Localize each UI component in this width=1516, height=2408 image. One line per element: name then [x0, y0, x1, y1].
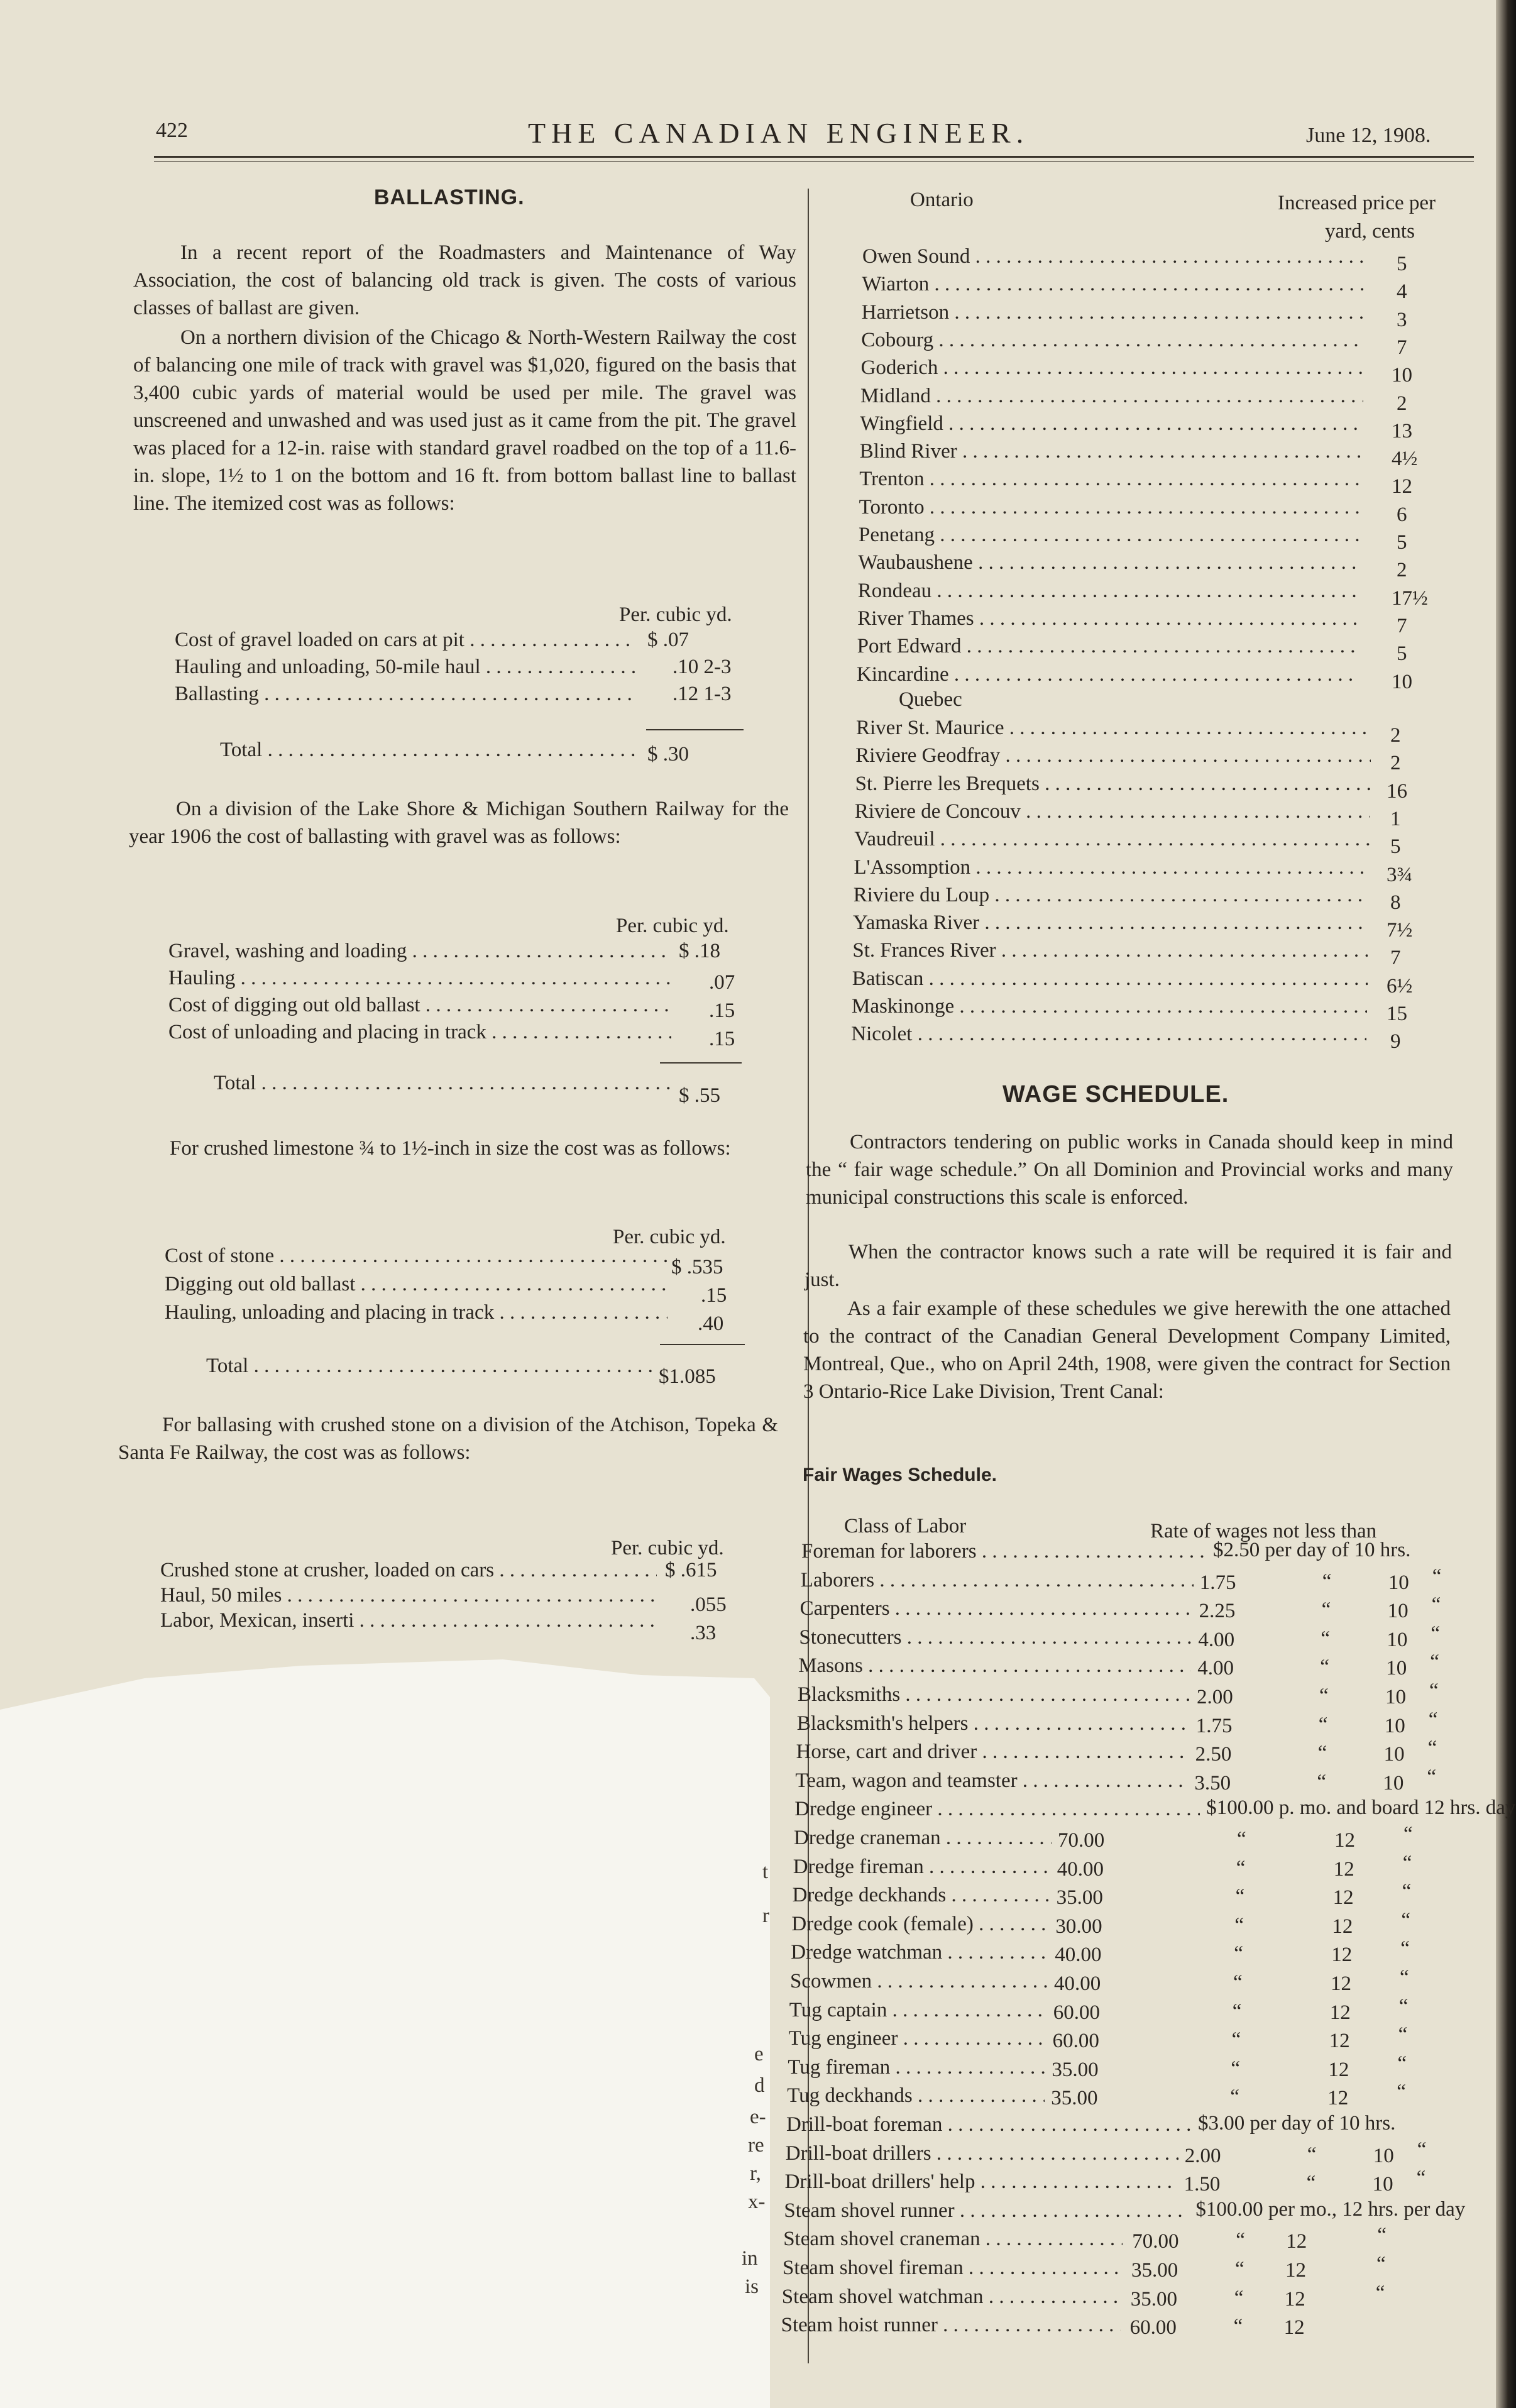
wage-row-rate: 2.00 — [1184, 2144, 1221, 2167]
wage-row-ditto: “ — [1318, 1713, 1328, 1736]
wage-row-label: Dredge craneman . . . — [794, 1827, 1052, 1850]
wage-row-ditto: “ — [1236, 2229, 1245, 2252]
wage-row-ditto: “ — [1429, 1680, 1439, 1702]
wage-row-label: Drill-boat foreman . . . — [786, 2113, 1192, 2136]
price-row-value: 3 — [1397, 308, 1407, 331]
wage-row-hours: 10 — [1386, 1657, 1407, 1680]
wage-row-ditto: “ — [1431, 1593, 1441, 1617]
table3-unit-header: Per. cubic yd. — [613, 1226, 726, 1248]
price-row-value: 1 — [1390, 807, 1401, 830]
wage-row-hours: 12 — [1332, 1886, 1354, 1910]
table-row-label: Cost of digging out old ballast . . . — [168, 994, 671, 1017]
table-row-value: .40 — [698, 1312, 724, 1335]
wage-row-rate: 35.00 — [1052, 2058, 1099, 2081]
price-row-value: 2 — [1390, 724, 1401, 747]
wage-row-label: Blacksmiths . . . — [798, 1683, 1190, 1707]
price-row-value: 2 — [1390, 752, 1401, 775]
price-row-place: Yamaska River . . . — [853, 911, 1368, 935]
wage-row-label: Laborers . . . — [801, 1569, 1194, 1592]
journal-title: THE CANADIAN ENGINEER. — [528, 117, 1030, 149]
wage-row-rate: 2.25 — [1199, 1600, 1236, 1623]
table-row-value: .15 — [709, 1028, 735, 1050]
price-row-value: 17½ — [1392, 586, 1428, 610]
price-row-place: River St. Maurice . . . — [856, 717, 1371, 740]
wage-row-rate: $3.00 per day of 10 hrs. — [1198, 2112, 1396, 2135]
wage-row-ditto: “ — [1230, 2086, 1239, 2109]
table4-unit-header: Per. cubic yd. — [611, 1537, 724, 1559]
price-row-place: Vaudreuil . . . — [854, 828, 1370, 851]
table1-unit-header: Per. cubic yd. — [619, 603, 732, 626]
wage-row-ditto: “ — [1432, 1564, 1442, 1588]
wage-row-label: Drill-boat drillers . . . — [786, 2142, 1178, 2165]
wage-row-ditto: “ — [1234, 2286, 1244, 2309]
wage-row-rate: 1.75 — [1195, 1714, 1233, 1737]
table-row-value: .12 1-3 — [673, 683, 732, 705]
price-row-value: 5 — [1397, 253, 1407, 275]
price-col-right-header-2: yard, cents — [1325, 220, 1415, 243]
table-row-label: Labor, Mexican, inserti . . . — [160, 1609, 657, 1632]
table-row-value: $ .535 — [671, 1256, 723, 1278]
wage-row-hours: 12 — [1283, 2316, 1305, 2339]
table-row-label: Cost of unloading and placing in track . . . — [168, 1021, 671, 1044]
price-row-value: 6½ — [1387, 974, 1413, 998]
wage-row-ditto: “ — [1398, 1994, 1409, 2018]
header-rule — [154, 156, 1474, 158]
table-row-value: .15 — [709, 999, 735, 1022]
wage-row-rate: 3.50 — [1194, 1771, 1231, 1795]
wage-row-ditto: “ — [1397, 2081, 1406, 2104]
price-row-value: 2 — [1397, 559, 1407, 582]
wage-row-label: Dredge engineer . . . — [794, 1798, 1200, 1821]
wage-row-ditto: “ — [1317, 1770, 1327, 1793]
wage-row-hours: 10 — [1385, 1686, 1406, 1708]
ballasting-title: BALLASTING. — [374, 185, 525, 209]
table-row-label: Hauling, unloading and placing in track . . . — [165, 1301, 667, 1324]
wage-row-label: Steam shovel craneman . . . — [783, 2228, 1123, 2251]
margin-fragment: e — [754, 2043, 764, 2065]
table-row-value: $ .18 — [679, 940, 720, 962]
table-row-value: .33 — [690, 1622, 717, 1644]
wage-row-rate: 4.00 — [1197, 1657, 1234, 1680]
table-row-label: Gravel, washing and loading . . . — [168, 940, 671, 963]
wage-row-ditto: “ — [1400, 1937, 1410, 1960]
wage-row-ditto: “ — [1234, 1942, 1243, 1965]
wage-row-rate: $2.50 per day of 10 hrs. — [1213, 1539, 1411, 1561]
wage-row-rate: 1.75 — [1199, 1571, 1236, 1594]
table-row-value: .10 2-3 — [673, 656, 732, 678]
wage-row-rate: 70.00 — [1132, 2230, 1179, 2253]
price-row-place: River Thames . . . — [857, 607, 1360, 630]
header-rule-thin — [154, 161, 1474, 162]
wage-para-1: Contractors tendering on public works in Canada should keep in mind the “ fair wage schedule.” On all Dominion and Provincial works and many municipal constructions this scale is enforced. — [806, 1131, 1453, 1209]
wage-row-hours: 12 — [1285, 2259, 1306, 2282]
wage-row-rate: 2.50 — [1195, 1743, 1232, 1766]
price-row-value: 5 — [1397, 531, 1407, 554]
margin-fragment: r, — [750, 2162, 761, 2185]
price-row-value: 6 — [1397, 503, 1407, 526]
wage-row-ditto: “ — [1306, 2172, 1316, 2195]
wage-row-ditto: “ — [1427, 1765, 1437, 1788]
wage-row-label: Steam shovel watchman . . . — [782, 2285, 1121, 2309]
wage-row-ditto: “ — [1427, 1737, 1437, 1760]
ballasting-para-5: For ballasing with crushed stone on a division of the Atchison, Topeka & Santa Fe Railway, the cost was as follows: — [118, 1414, 778, 1464]
wage-row-hours: 10 — [1384, 1714, 1405, 1737]
wage-row-ditto: “ — [1236, 1856, 1246, 1879]
wage-row-rate: 1.50 — [1184, 2173, 1221, 2196]
wage-row-label: Drill-boat drillers' help . . . — [785, 2170, 1178, 2194]
price-row-place: Rondeau . . . — [858, 580, 1361, 603]
class-of-labor-header: Class of Labor — [844, 1515, 967, 1537]
price-row-value: 15 — [1387, 1003, 1407, 1025]
wage-row-rate: 2.00 — [1197, 1686, 1233, 1708]
table-row-label: Cost of stone . . . — [165, 1245, 667, 1268]
wage-row-hours: 10 — [1373, 2144, 1394, 2167]
price-row-value: 5 — [1390, 835, 1401, 859]
price-row-place: Wingfield . . . — [860, 412, 1363, 436]
table-row-value: .07 — [709, 971, 735, 994]
table-total-label: Total . . . — [220, 739, 637, 762]
ballasting-para-4: For crushed limestone ¾ to 1½-inch in size the cost was as follows: — [170, 1137, 731, 1160]
table-total-value: $ .30 — [647, 743, 689, 766]
margin-fragment: re — [748, 2134, 764, 2157]
wage-row-ditto: “ — [1401, 1908, 1411, 1932]
wage-row-hours: 10 — [1387, 1628, 1408, 1651]
table-total-value: $ .55 — [679, 1084, 720, 1107]
wage-row-ditto: “ — [1402, 1851, 1412, 1874]
wage-row-label: Dredge watchman . . . — [791, 1941, 1048, 1964]
table-row-value: .055 — [690, 1593, 727, 1616]
wage-row-hours: 10 — [1383, 1743, 1405, 1766]
margin-fragment: e- — [750, 2106, 766, 2128]
price-row-place: St. Frances River . . . — [852, 939, 1368, 962]
price-row-value: 16 — [1387, 779, 1407, 803]
wage-row-rate: $100.00 per mo., 12 hrs. per day — [1195, 2197, 1466, 2221]
price-row-value: 7 — [1397, 336, 1407, 359]
wage-row-rate: 30.00 — [1055, 1915, 1102, 1938]
table-row-label: Hauling and unloading, 50-mile haul . . . — [175, 656, 637, 679]
wage-row-label: Dredge deckhands . . . — [793, 1884, 1050, 1907]
price-row-value: 2 — [1397, 392, 1407, 415]
price-row-place: Penetang . . . — [859, 524, 1361, 547]
wage-row-label: Blacksmith's helpers . . . — [797, 1712, 1190, 1735]
wage-row-ditto: “ — [1376, 2253, 1386, 2275]
price-row-value: 13 — [1392, 419, 1412, 443]
price-row-place: Wiarton . . . — [862, 273, 1365, 296]
page-number: 422 — [156, 119, 188, 142]
wage-row-ditto: “ — [1430, 1651, 1439, 1674]
issue-date: June 12, 1908. — [1306, 124, 1431, 147]
wage-row-hours: 12 — [1332, 1915, 1353, 1938]
wage-row-rate: 40.00 — [1057, 1857, 1104, 1881]
wage-row-ditto: “ — [1233, 2315, 1243, 2338]
wage-row-ditto: “ — [1307, 2143, 1317, 2166]
wage-row-label: Carpenters . . . — [800, 1597, 1193, 1620]
wage-row-label: Masons . . . — [798, 1654, 1191, 1678]
page-header — [0, 116, 1496, 154]
margin-fragment: r — [762, 1905, 769, 1927]
table-total-value: $1.085 — [659, 1365, 716, 1388]
wage-row-ditto: “ — [1431, 1622, 1441, 1645]
wage-row-ditto: “ — [1403, 1823, 1413, 1845]
wage-row-ditto: “ — [1397, 2052, 1407, 2075]
table2-unit-header: Per. cubic yd. — [616, 915, 729, 937]
wage-row-hours: 10 — [1387, 1600, 1409, 1623]
price-row-value: 7 — [1397, 614, 1407, 637]
wage-row-ditto: “ — [1232, 1999, 1242, 2023]
wage-row-ditto: “ — [1235, 1885, 1245, 1908]
margin-fragment: x- — [748, 2191, 766, 2213]
wage-row-rate: 35.00 — [1056, 1886, 1103, 1910]
wage-row-ditto: “ — [1322, 1570, 1332, 1593]
wage-row-label: Steam hoist runner . . . — [781, 2314, 1121, 2337]
table-row-value: .15 — [701, 1284, 727, 1307]
wage-row-ditto: “ — [1416, 2167, 1426, 2190]
price-row-place: Nicolet . . . — [851, 1023, 1366, 1046]
wage-row-label: Tug engineer . . . — [789, 2027, 1046, 2050]
wage-row-ditto: “ — [1231, 2028, 1241, 2052]
wage-row-label: Dredge cook (female) . . . — [791, 1913, 1049, 1936]
table-total-label: Total . . . — [206, 1355, 652, 1378]
price-row-place: Waubaushene . . . — [858, 551, 1361, 575]
wage-row-rate: $100.00 p. mo. and board 12 hrs. day — [1206, 1796, 1516, 1820]
wage-row-ditto: “ — [1233, 1971, 1243, 1994]
wage-row-ditto: “ — [1321, 1598, 1331, 1622]
rate-header: Rate of wages not less than — [1150, 1520, 1377, 1542]
table-row-value: $ .615 — [665, 1559, 717, 1581]
price-row-place: Maskinonge . . . — [852, 995, 1367, 1018]
wage-row-hours: 12 — [1327, 2087, 1349, 2110]
wage-row-label: Tug deckhands . . . — [787, 2084, 1045, 2108]
price-col-right-header: Increased price per — [1278, 192, 1436, 214]
price-row-value: 7½ — [1387, 919, 1413, 942]
table-row-label: Ballasting . . . — [175, 683, 637, 706]
price-row-place: Harrietson . . . — [862, 301, 1365, 324]
wage-row-rate: 40.00 — [1054, 1972, 1101, 1995]
price-row-value: 4 — [1397, 280, 1407, 304]
wage-row-rate: 40.00 — [1055, 1943, 1102, 1967]
ballasting-para-1: In a recent report of the Roadmasters and Maintenance of Way Association, the cost of balancing old track is given. The costs of various classes of ballast are given. — [133, 241, 796, 319]
wage-row-hours: 12 — [1329, 2030, 1350, 2053]
wage-row-rate: 60.00 — [1053, 2001, 1101, 2024]
wage-row-hours: 12 — [1286, 2230, 1307, 2253]
price-row-value: 10 — [1392, 364, 1412, 387]
wage-row-ditto: “ — [1375, 2281, 1385, 2304]
wage-para-3: As a fair example of these schedules we give herewith the one attached to the contract of the Canadian General Development Company Limited, Montreal, Que., who on April 24th, 1908, were given the contract for Section 3 Ontario-Rice Lake Division, Trent Canal: — [803, 1297, 1451, 1403]
quebec-heading: Quebec — [899, 688, 962, 711]
wage-row-rate: 35.00 — [1130, 2287, 1178, 2311]
wage-row-ditto: “ — [1400, 1966, 1409, 1989]
wage-row-ditto: “ — [1321, 1627, 1331, 1650]
wage-row-rate: 35.00 — [1051, 2087, 1098, 2110]
margin-fragment: in — [742, 2247, 758, 2270]
price-row-place: Owen Sound . . . — [862, 245, 1365, 268]
torn-page-area — [0, 1659, 770, 2408]
price-row-place: Batiscan . . . — [852, 967, 1368, 991]
wage-para-2: When the contractor knows such a rate will be required it is fair and just. — [805, 1241, 1452, 1291]
margin-fragment: t — [762, 1861, 769, 1883]
price-row-value: 3¾ — [1387, 863, 1413, 886]
wage-row-hours: 10 — [1383, 1771, 1404, 1795]
wage-row-rate: 60.00 — [1052, 2030, 1099, 2053]
price-row-place: Trenton . . . — [859, 468, 1362, 491]
margin-fragment: is — [745, 2275, 759, 2298]
total-rule — [660, 1062, 742, 1064]
price-row-place: Midland . . . — [860, 385, 1363, 408]
price-row-value: 9 — [1390, 1030, 1401, 1053]
price-col-left-header: Ontario — [910, 189, 974, 211]
wage-row-hours: 12 — [1284, 2287, 1305, 2311]
book-spine-shadow — [1496, 0, 1516, 2408]
price-row-place: Riviere Geodfray . . . — [855, 744, 1371, 767]
wage-row-hours: 12 — [1329, 2001, 1351, 2024]
wage-row-label: Horse, cart and driver . . . — [796, 1740, 1189, 1764]
total-rule — [660, 1344, 745, 1345]
wage-schedule-title: WAGE SCHEDULE. — [1002, 1081, 1229, 1108]
price-row-place: Goderich . . . — [861, 356, 1364, 380]
wage-row-rate: 4.00 — [1198, 1628, 1235, 1651]
fair-wages-subtitle: Fair Wages Schedule. — [803, 1465, 997, 1485]
wage-row-label: Tug captain . . . — [789, 1999, 1047, 2022]
price-row-place: St. Pierre les Brequets . . . — [855, 772, 1371, 796]
wage-row-rate: 35.00 — [1131, 2259, 1178, 2282]
table-row-value: $ .07 — [647, 629, 689, 651]
price-row-value: 12 — [1392, 475, 1412, 498]
wage-row-hours: 10 — [1388, 1571, 1409, 1594]
margin-fragment: d — [754, 2074, 765, 2097]
wage-row-label: Foreman for laborers . . . — [801, 1540, 1207, 1563]
table-row-label: Haul, 50 miles . . . — [160, 1584, 657, 1607]
wage-row-hours: 10 — [1372, 2173, 1393, 2196]
price-row-place: Riviere de Concouv . . . — [855, 800, 1370, 823]
price-row-value: 7 — [1390, 947, 1401, 970]
wage-row-label: Steam shovel fireman . . . — [783, 2257, 1122, 2280]
ballasting-para-2: On a northern division of the Chicago & North-Western Railway the cost of balancing one mile of track with gravel was $1,020, figured on the basis that 3,400 cubic yards of material would be used per mile. The gravel was unscreened and unwashed and was used just as it came from the pit. The gravel was placed for a 12-in. raise with standard gravel roadbed on the top of a 11.6-in. slope, 1½ to 1 on the bottom and 16 ft. from bottom ballast line to ballast line. The itemized cost was as follows: — [133, 326, 796, 515]
price-row-value: 8 — [1390, 891, 1401, 914]
table-row-label: Digging out old ballast . . . — [165, 1273, 667, 1296]
table-row-label: Hauling . . . — [168, 967, 671, 990]
wage-row-hours: 12 — [1328, 2058, 1349, 2081]
wage-row-ditto: “ — [1319, 1685, 1329, 1707]
wage-row-label: Steam shovel runner . . . — [784, 2199, 1189, 2223]
price-row-value: 4½ — [1392, 448, 1418, 471]
wage-row-label: Dredge fireman . . . — [793, 1855, 1051, 1879]
wage-row-hours: 12 — [1331, 1972, 1351, 1995]
table-row-label: Cost of gravel loaded on cars at pit . . . — [175, 629, 637, 652]
price-row-place: L'Assomption . . . — [854, 856, 1370, 879]
wage-row-rate: 60.00 — [1129, 2316, 1177, 2339]
wage-row-hours: 12 — [1334, 1829, 1355, 1852]
wage-row-ditto: “ — [1402, 1880, 1412, 1903]
wage-row-hours: 12 — [1331, 1943, 1353, 1967]
price-row-value: 10 — [1392, 670, 1412, 693]
wage-row-label: Scowmen . . . — [790, 1970, 1048, 1993]
wage-row-ditto: “ — [1234, 1913, 1244, 1937]
total-rule — [646, 729, 744, 730]
ballasting-para-3: On a division of the Lake Shore & Michigan Southern Railway for the year 1906 the cost of ballasting with gravel was as follows: — [129, 798, 789, 848]
table-row-label: Crushed stone at crusher, loaded on cars . . . — [160, 1559, 657, 1582]
wage-row-label: Tug fireman . . . — [788, 2056, 1045, 2079]
wage-row-ditto: “ — [1398, 2023, 1408, 2047]
wage-row-ditto: “ — [1231, 2057, 1241, 2080]
wage-row-ditto: “ — [1237, 1828, 1246, 1850]
price-row-value: 5 — [1397, 642, 1407, 666]
price-row-place: Toronto . . . — [859, 496, 1362, 519]
price-row-place: Port Edward . . . — [857, 635, 1360, 658]
wage-row-label: Team, wagon and teamster . . . — [795, 1769, 1188, 1793]
wage-row-ditto: “ — [1417, 2138, 1427, 2161]
price-row-place: Blind River . . . — [860, 440, 1363, 463]
wage-row-ditto: “ — [1320, 1656, 1329, 1679]
price-row-place: Riviere du Loup . . . — [854, 884, 1369, 907]
wage-row-ditto: “ — [1428, 1708, 1438, 1731]
wage-row-ditto: “ — [1235, 2258, 1244, 2280]
table-total-label: Total . . . — [214, 1072, 673, 1095]
wage-row-ditto: “ — [1317, 1742, 1327, 1765]
wage-row-rate: 70.00 — [1058, 1829, 1105, 1852]
price-row-place: Kincardine . . . — [857, 663, 1359, 686]
wage-row-hours: 12 — [1333, 1857, 1354, 1881]
wage-row-label: Stonecutters . . . — [799, 1626, 1192, 1649]
price-row-place: Cobourg . . . — [861, 329, 1364, 352]
wage-row-ditto: “ — [1377, 2224, 1387, 2247]
